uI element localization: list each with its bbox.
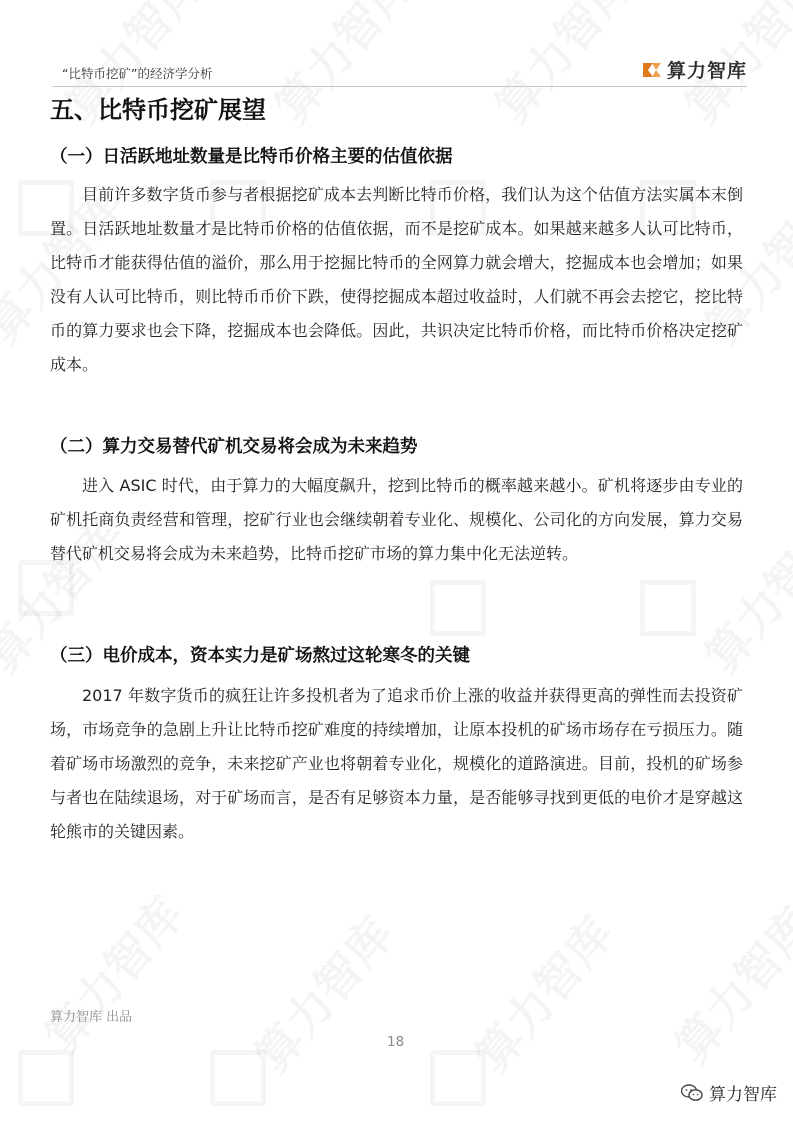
subsection-heading-3: （三）电价成本，资本实力是矿场熬过这轮寒冬的关键 (50, 646, 470, 666)
wechat-icon (681, 1084, 703, 1102)
page-header (52, 56, 747, 87)
section-title: 五、比特币挖矿展望 (50, 96, 266, 124)
watermark-text (658, 891, 793, 1074)
page-number: 18 (387, 1034, 405, 1050)
watermark-logo-mark (18, 1050, 74, 1106)
brand-name: 算力智库 (666, 60, 747, 82)
subsection-heading-2: （二）算力交易替代矿机交易将会成为未来趋势 (50, 437, 418, 457)
subsection-paragraph-2: 进入 ASIC 时代，由于算力的大幅度飙升，挖到比特币的概率越来越小。矿机将逐步由专业的矿机托商负责经营和管理，挖矿行业也会继续朝着专业化、规模化、公司化的方向发展，算力交易替代矿机交易将会成为未来趋势，比特币挖矿市场的算力集中化无法逆转。 (50, 476, 743, 563)
watermark-logo-mark (210, 1050, 266, 1106)
footer-credit: 算力智库 出品 (50, 1010, 133, 1025)
watermark-text (238, 901, 407, 1084)
subsection-heading-1: （一）日活跃地址数量是比特币价格主要的估值依据 (50, 147, 453, 167)
watermark-text (28, 881, 197, 1064)
brand-logo-icon (641, 59, 663, 81)
watermark-logo-mark (430, 580, 486, 636)
watermark-logo-mark (640, 580, 696, 636)
wechat-account (681, 1080, 777, 1105)
subsection-paragraph-3: 2017 年数字货币的疯狂让许多投机者为了追求币价上涨的收益并获得更高的弹性而去投资矿场，市场竞争的急剧上升让比特币挖矿难度的持续增加，让原本投机的矿场市场存在亏损压力。随着矿场市场激烈的竞争，未来挖矿产业也将朝着专业化，规模化的道路演进。目前，投机的矿场参与者也在陆续退场，对于矿场而言，是否有足够资本力量，是否能够寻找到更低的电价才是穿越这轮熊市的关键因素。 (50, 686, 743, 841)
watermark-logo-mark (430, 1050, 486, 1106)
brand (641, 56, 747, 83)
header-title: “比特币挖矿”的经济学分析 (62, 66, 213, 81)
watermark-text (458, 901, 627, 1084)
subsection-paragraph-1: 目前许多数字货币参与者根据挖矿成本去判断比特币价格，我们认为这个估值方法实属本末倒置。日活跃地址数量才是比特币价格的估值依据，而不是挖矿成本。如果越来越多人认可比特币，比特币才能获得估值的溢价，那么用于挖掘比特币的全网算力就会增大，挖掘成本也会增加；如果没有人认可比特币，则比特币币价下跌，使得挖掘成本超过收益时，人们就不再会去挖它，挖比特币的算力要求也会下降，挖掘成本也会降低。因此，共识决定比特币价格，而比特币价格决定挖矿成本。 (50, 185, 743, 374)
wechat-account-name: 算力智库 (709, 1085, 777, 1105)
